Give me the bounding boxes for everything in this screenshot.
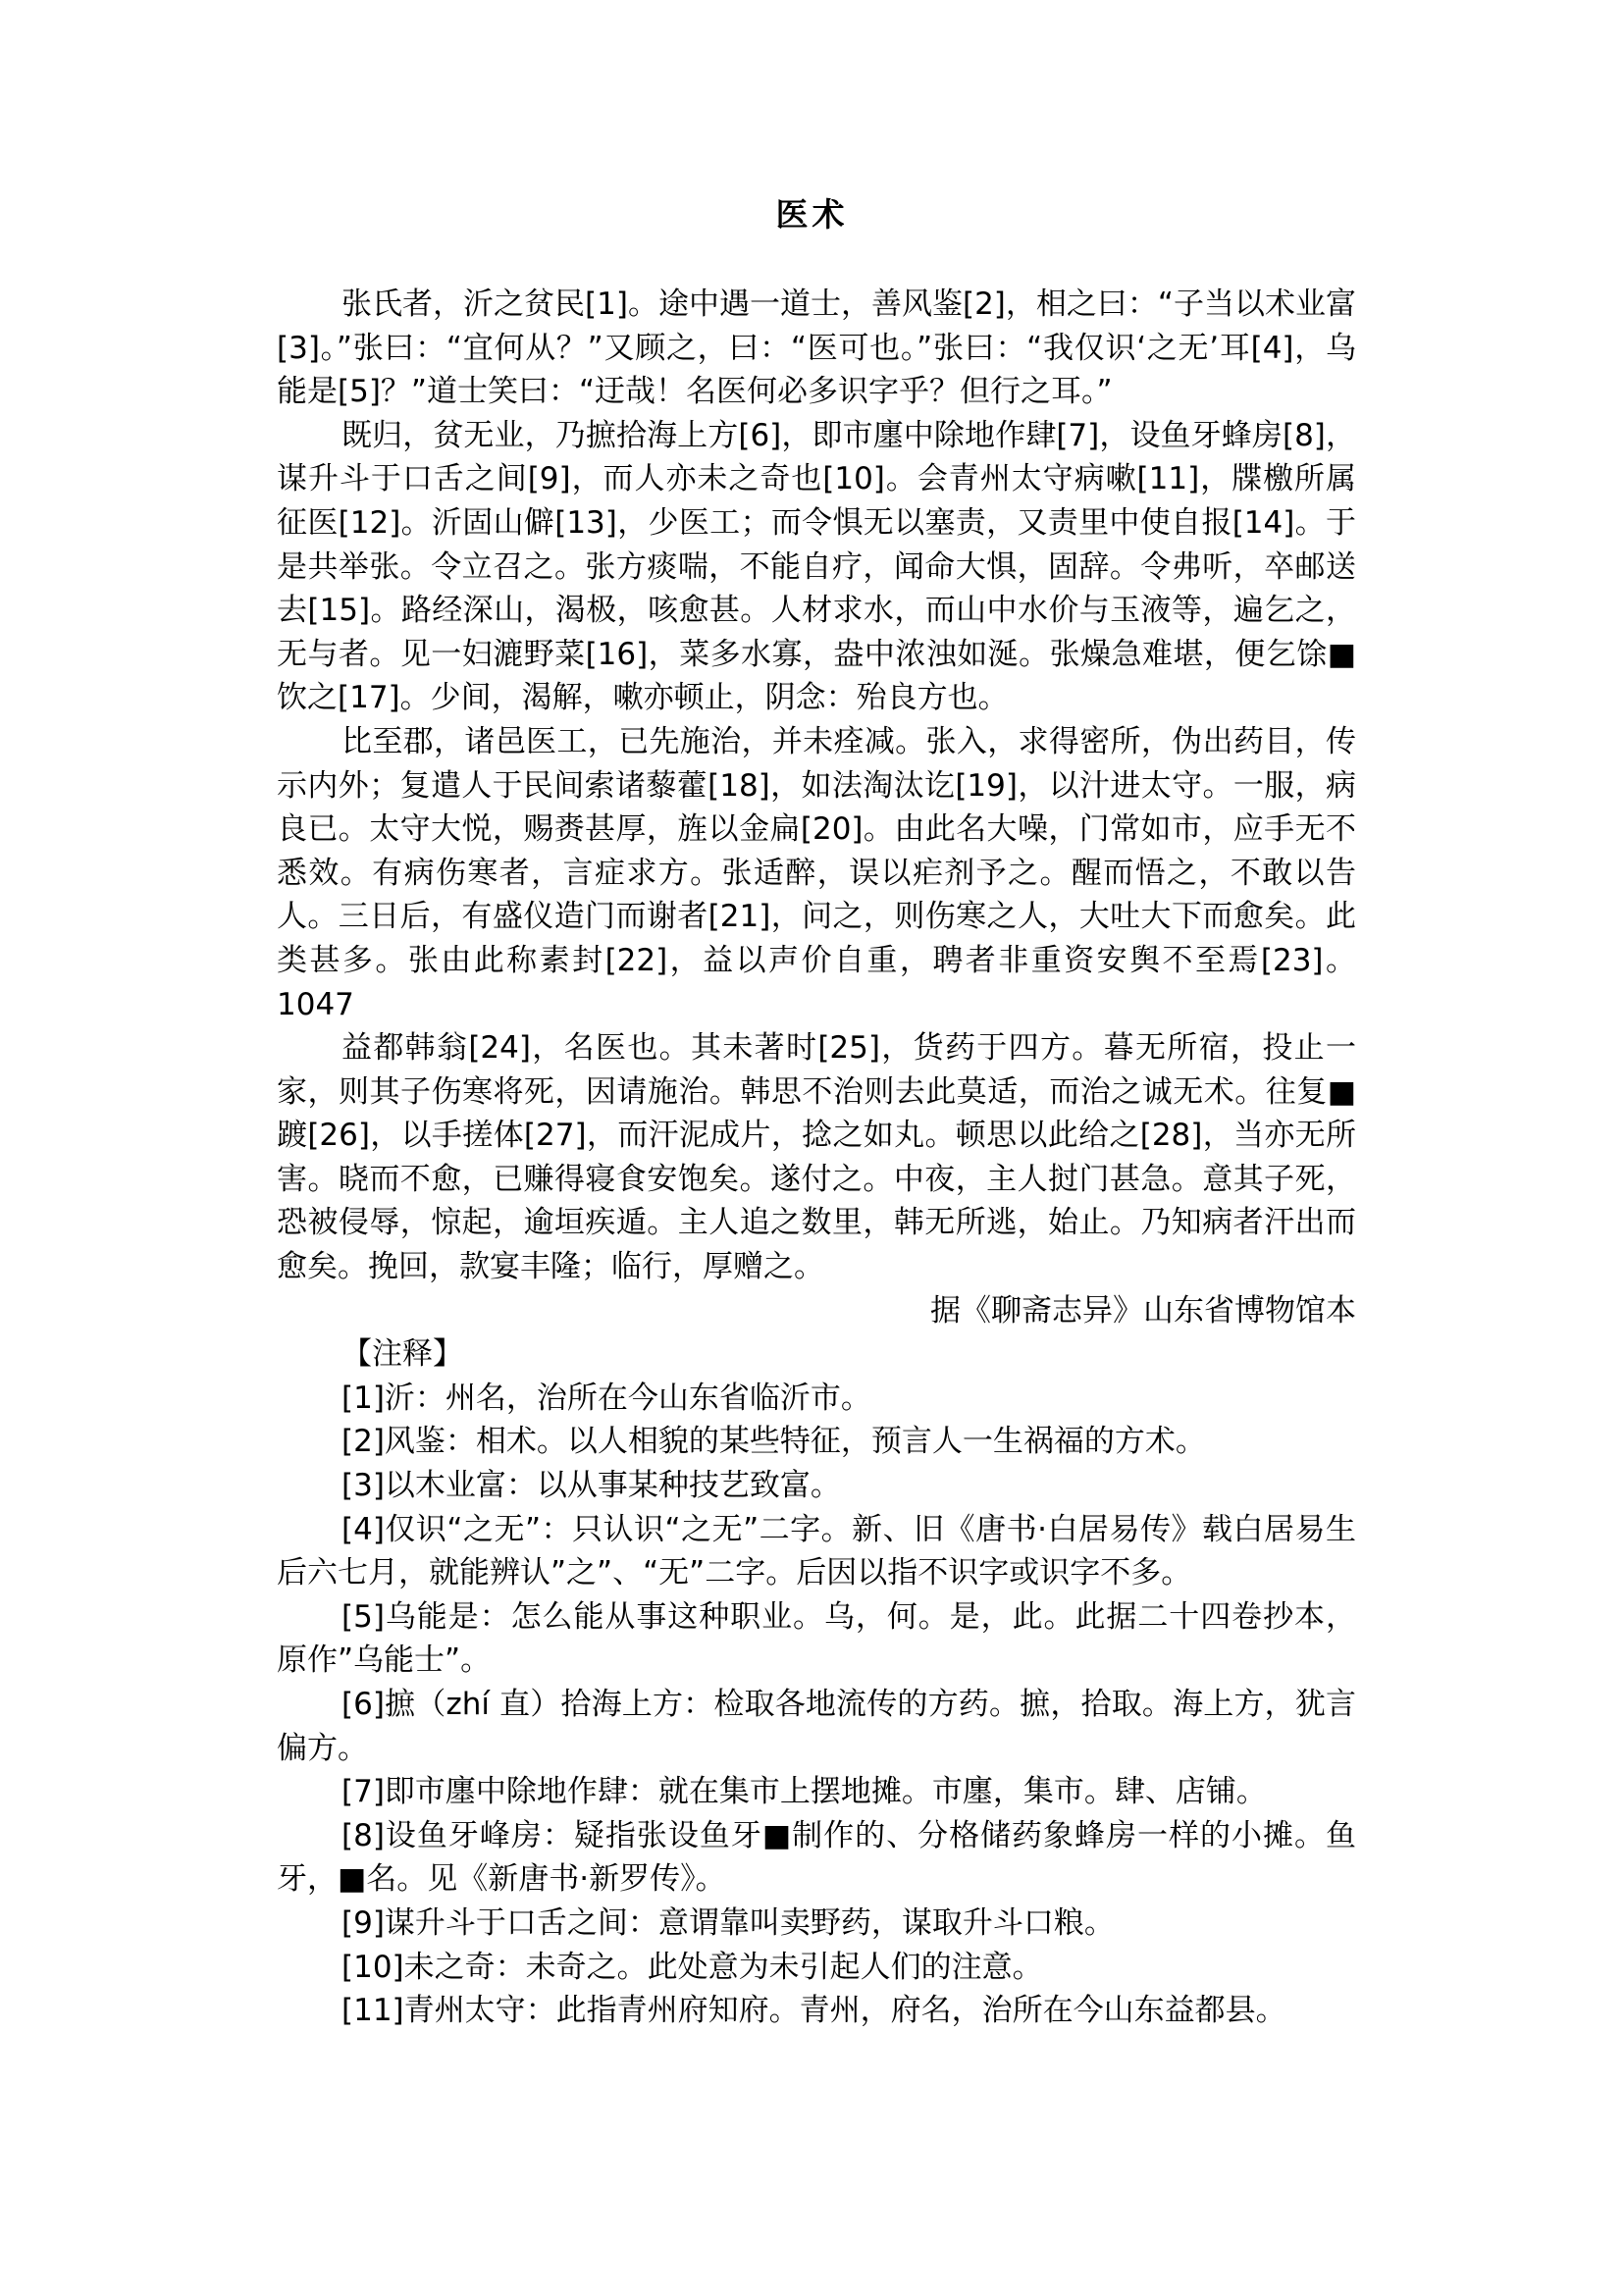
note-item: [5]乌能是：怎么能从事这种职业。乌，何。是，此。此据二十四卷抄本，原作”乌能士”。 xyxy=(277,1598,1356,1679)
source-citation: 据《聊斋志异》山东省博物馆本 xyxy=(930,1292,1356,1329)
note-item: [7]即市廛中除地作肆：就在集市上摆地摊。市廛，集市。肆、店铺。 xyxy=(341,1774,1267,1810)
note-item: [8]设鱼牙峰房：疑指张设鱼牙■制作的、分格储药象蜂房一样的小摊。鱼牙，■名。见《新唐书·新罗传》。 xyxy=(277,1817,1356,1898)
note-item: [6]摭（zhí 直）拾海上方：检取各地流传的方药。摭，拾取。海上方，犹言偏方。 xyxy=(277,1687,1356,1766)
story-paragraph-2: 既归，贫无业，乃摭拾海上方[6]，即市廛中除地作肆[7]，设鱼牙蜂房[8]，谋升斗于口舌之间[9]，而人亦未之奇也[10]。会青州太守病嗽[11]，牒檄所属征医[12]。沂固山僻[13]，少医工；而令惧无以塞责，又责里中使自报[14]。于是共举张。令立召之。张方痰喘，不能自疗，闻命大惧，固辞。令弗听，卒邮送去[15]。路经深山，渴极，咳愈甚。人材求水，而山中水价与玉液等，遍乞之，无与者。见一妇漉野菜[16]，菜多水寡，盎中浓浊如涎。张燥急难堪，便乞馀■饮之[17]。少间，渴解，嗽亦顿止，阴念：殆良方也。 xyxy=(277,417,1356,716)
note-item: [10]未之奇：未奇之。此处意为未引起人们的注意。 xyxy=(341,1949,1043,1985)
story-paragraph-1: 张氏者，沂之贫民[1]。途中遇一道士，善风鉴[2]，相之曰：“子当以术业富[3]。”张曰：“宜何从？”又顾之，曰：“医可也。”张曰：“我仅识‘之无’耳[4]，乌能是[5]？”道士笑曰：“迂哉！名医何必多识字乎？但行之耳。” xyxy=(277,287,1356,410)
story-paragraph-4: 益都韩翁[24]，名医也。其未著时[25]，货药于四方。暮无所宿，投止一家，则其子伤寒将死，因请施治。韩思不治则去此莫适，而治之诚无术。往复■踱[26]，以手搓体[27]，而汗泥成片，捻之如丸。顿思以此给之[28]，当亦无所害。晓而不愈，已赚得寝食安饱矣。遂付之。中夜，主人挝门甚急。意其子死，恐被侵辱，惊起，逾垣疾遁。主人追之数里，韩无所逃，始止。乃知病者汗出而愈矣。挽回，款宴丰隆；临行，厚赠之。 xyxy=(277,1030,1356,1285)
note-item: [9]谋升斗于口舌之间：意谓靠叫卖野药，谋取升斗口粮。 xyxy=(341,1904,1115,1941)
note-item: [1]沂：州名，治所在今山东省临沂市。 xyxy=(341,1380,871,1416)
document-body xyxy=(277,283,1356,2033)
note-item: [4]仅识“之无”：只认识“之无”二字。新、旧《唐书·白居易传》载白居易生后六七月，就能辨认”之”、“无”二字。后因以指不识字或识字不多。 xyxy=(277,1511,1356,1591)
note-item: [3]以木业富：以从事某种技艺致富。 xyxy=(341,1468,841,1504)
page-title: 医术 xyxy=(775,195,849,234)
notes-heading: 【注释】 xyxy=(341,1336,463,1373)
note-item: [2]风鉴：相术。以人相貌的某些特征，预言人一生祸福的方术。 xyxy=(341,1424,1206,1460)
story-paragraph-3: 比至郡，诸邑医工，已先施治，并未痊减。张入，求得密所，伪出药目，传示内外；复遣人于民间索诸藜藿[18]，如法淘汰讫[19]，以汁进太守。一服，病良已。太守大悦，赐赉甚厚，旌以金扁[20]。由此名大噪，门常如市，应手无不悉效。有病伤寒者，言症求方。张适醉，误以疟剂予之。醒而悟之，不敢以告人。三日后，有盛仪造门而谢者[21]，问之，则伤寒之人，大吐大下而愈矣。此类甚多。张由此称素封[22]，益以声价自重，聘者非重资安舆不至焉[23]。1047 xyxy=(277,723,1356,1022)
note-item: [11]青州太守：此指青州府知府。青州，府名，治所在今山东益都县。 xyxy=(341,1993,1286,2029)
